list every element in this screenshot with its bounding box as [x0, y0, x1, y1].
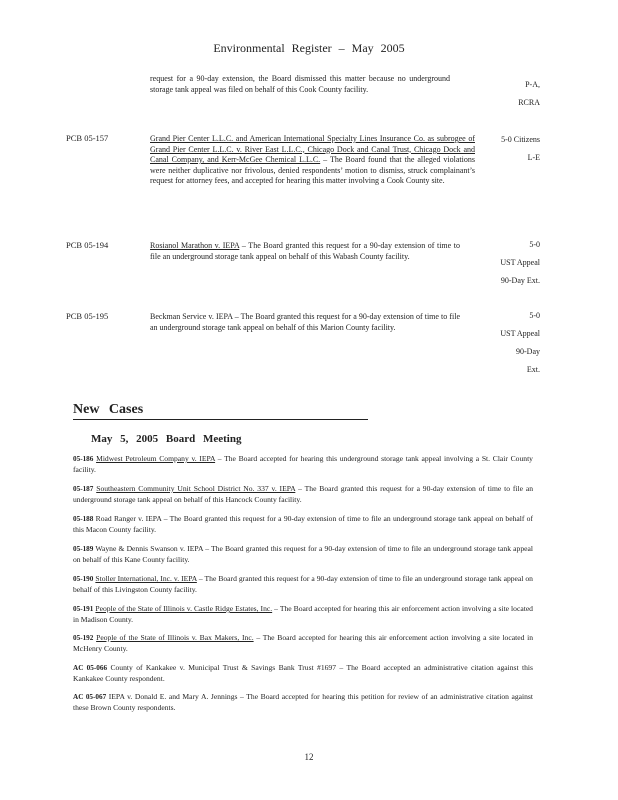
new-case-item [73, 574, 533, 595]
new-case-description: – The Board accepted an administrative citation against this Kankakee County respondent. [73, 663, 533, 683]
new-case-caption: People of the State of Illinois v. Castle Ridge Estates, Inc. [95, 604, 273, 613]
new-case-number: AC 05-066 [73, 664, 108, 672]
case-entry [150, 134, 475, 187]
vote-line: P-A, [525, 80, 540, 89]
new-case-description: – The Board granted this request for a 90-day extension of time to file an underground storage tank appeal on behalf of this Macon County facility. [73, 514, 533, 534]
case-caption: Beckman Service v. IEPA [150, 312, 233, 321]
new-case-item [73, 514, 533, 535]
case-vote [480, 131, 540, 167]
new-case-description: – The Board accepted for hearing this air enforcement action involving a site located in Madison County. [73, 604, 533, 624]
vote-line: 5-0 [529, 311, 540, 320]
new-case-caption: Stoller International, Inc. v. IEPA [95, 574, 197, 583]
new-case-description: – The Board accepted for hearing this air enforcement action involving a site located in McHenry County. [73, 633, 533, 653]
new-case-caption: County of Kankakee v. Municipal Trust & Savings Bank Trust #1697 [110, 663, 337, 672]
new-case-item [73, 633, 533, 654]
vote-line: 90-Day [516, 347, 540, 356]
vote-line: UST Appeal [500, 329, 540, 338]
new-case-number: 05-189 [73, 545, 94, 553]
vote-line: Ext. [526, 365, 540, 374]
new-case-item [73, 544, 533, 565]
new-case-item [73, 663, 533, 684]
case-vote [480, 307, 540, 379]
vote-line: 5-0 Citizens [501, 135, 540, 144]
vote-line: UST Appeal [500, 258, 540, 267]
case-entry [150, 241, 460, 262]
continuation-text: request for a 90-day extension, the Board dismissed this matter because no underground storage tank appeal was filed on behalf of this Cook County facility. [150, 74, 450, 94]
new-case-item [73, 454, 533, 475]
case-number: PCB 05-194 [66, 240, 109, 250]
case-number: PCB 05-157 [66, 133, 109, 143]
new-case-caption: People of the State of Illinois v. Bax Makers, Inc. [96, 633, 254, 642]
case-description: – The Board found that the alleged violations were neither duplicative nor frivolous, denied respondents’ motion to dismiss, struck complainant’s request for attorney fees, and accepted for hearing this matter involving a Cook County site. [150, 155, 475, 186]
new-case-number: 05-187 [73, 485, 94, 493]
new-cases-heading: New Cases [73, 402, 368, 420]
new-case-caption: Road Ranger v. IEPA [95, 514, 162, 523]
new-case-number: 05-190 [73, 575, 94, 583]
new-case-caption: Wayne & Dennis Swanson v. IEPA [95, 544, 204, 553]
new-case-number: AC 05-067 [73, 693, 107, 701]
new-case-description: – The Board granted this request for a 90-day extension of time to file an underground storage tank appeal on behalf of this Livingston County facility. [73, 574, 533, 594]
new-case-description: – The Board granted this request for a 90-day extension of time to file an underground storage tank appeal on behalf of this Hancock County facility. [73, 484, 533, 504]
page-number: 12 [304, 752, 314, 762]
vote-line: 90-Day Ext. [500, 276, 540, 285]
new-case-description: – The Board granted this request for a 90-day extension of time to file an underground storage tank appeal on behalf of this Kane County facility. [73, 544, 533, 564]
case-description: – The Board granted this request for a 90-day extension of time to file an underground storage tank appeal on behalf of this Marion County facility. [150, 312, 461, 332]
new-case-item [73, 692, 533, 713]
new-case-number: 05-191 [73, 605, 94, 613]
new-case-number: 05-192 [73, 634, 94, 642]
new-case-item [73, 604, 533, 625]
case-number: PCB 05-195 [66, 311, 109, 321]
new-case-description: – The Board accepted for hearing this underground storage tank appeal involving a St. Clair County facility. [73, 454, 533, 474]
case-description: – The Board granted this request for a 90-day extension of time to file an underground storage tank appeal on behalf of this Wabash County facility. [150, 241, 460, 261]
new-case-number: 05-188 [73, 515, 94, 523]
vote-line: L-E [527, 153, 540, 162]
new-case-description: – The Board accepted for hearing this petition for review of an administrative citation against these Brown County respondents. [73, 692, 533, 712]
continuation-vote [480, 76, 540, 112]
vote-line: 5-0 [529, 240, 540, 249]
new-case-number: 05-186 [73, 455, 94, 463]
page-header-title: Environmental Register – May 2005 [213, 41, 405, 55]
new-case-item [73, 484, 533, 505]
case-caption: Rosianol Marathon v. IEPA [150, 241, 240, 250]
case-entry [150, 312, 460, 333]
board-meeting-subheading: May 5, 2005 Board Meeting [91, 433, 242, 445]
vote-line: RCRA [518, 98, 540, 107]
case-vote [480, 236, 540, 290]
new-case-caption: Midwest Petroleum Company v. IEPA [96, 454, 216, 463]
case-caption: Grand Pier Center L.L.C. and American International Specialty Lines Insurance Co. as subrogee of Grand Pier Center L.L.C. v. River East L.L.C., Chicago Dock and Canal Trust, Chicago Dock and Canal Company, and Kerr-McGee Chemical L.L.C. [150, 134, 475, 165]
new-case-caption: IEPA v. Donald E. and Mary A. Jennings [108, 692, 238, 701]
new-case-caption: Southeastern Community Unit School District No. 337 v. IEPA [96, 484, 296, 493]
